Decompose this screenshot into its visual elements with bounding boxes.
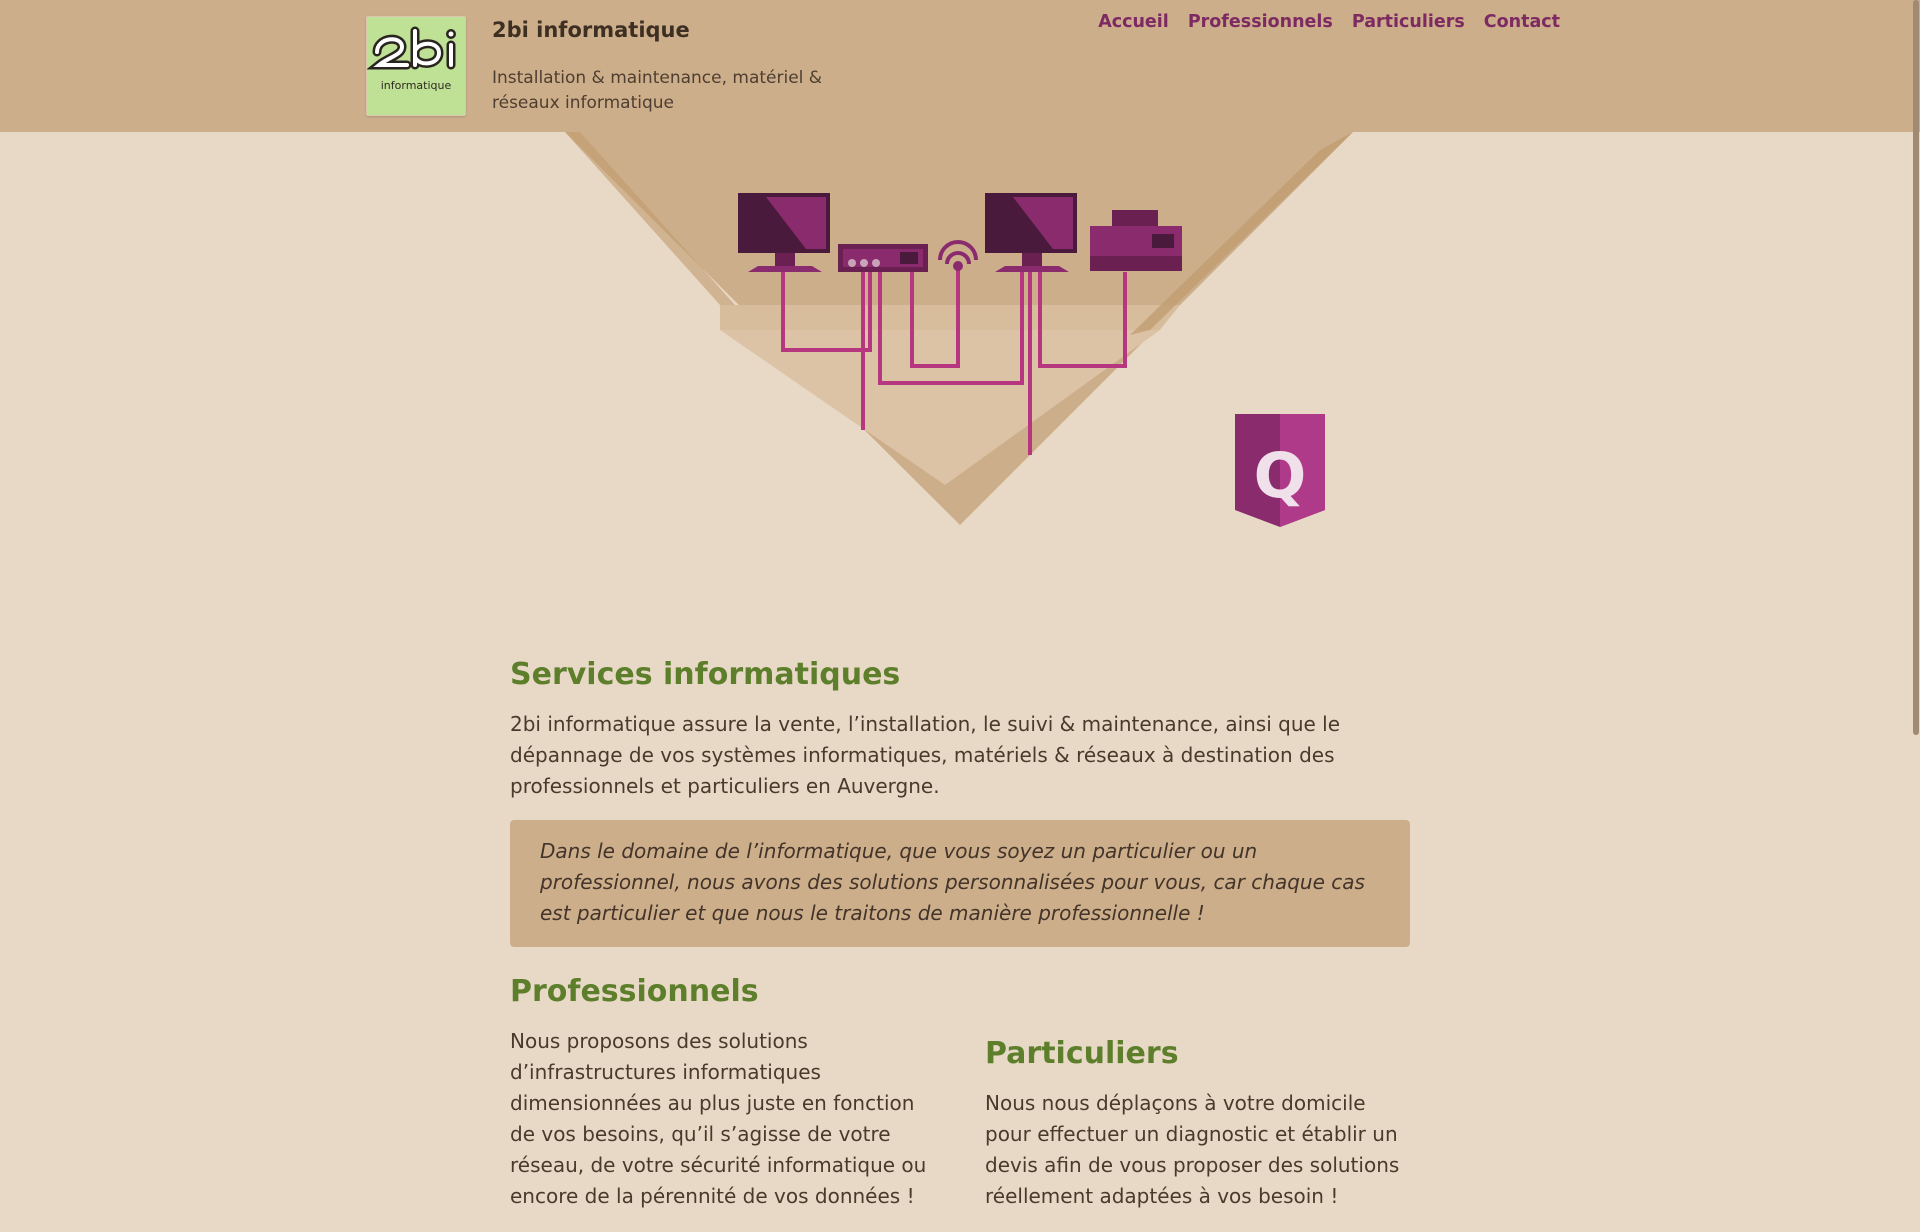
main-nav — [1098, 12, 1560, 32]
hero-funnel-band — [720, 305, 1180, 330]
nav-professionnels[interactable]: Professionnels — [1187, 12, 1333, 32]
hero-funnel-inner — [720, 330, 1160, 485]
page-scrollbar[interactable] — [1911, 0, 1920, 1200]
site-tagline: Installation & maintenance, matériel & réseaux informatique — [492, 68, 823, 113]
pro-text: Nous proposons des solutions d’infrastructures informatiques dimensionnées au plus juste en fonction de vos besoins, qu’il s’agisse de votre réseau, de votre sécurité informatique ou encore de la pérennité de vos données ! — [510, 1029, 927, 1208]
q-badge-icon — [1235, 414, 1325, 527]
nav-contact[interactable]: Contact — [1483, 12, 1560, 32]
logo-2bi-icon — [367, 17, 467, 77]
logo-caption: informatique — [380, 79, 452, 92]
intro-paragraph: 2bi informatique assure la vente, l’installation, le suivi & maintenance, ainsi que le dépannage de vos systèmes informatiques, matériels & réseaux à destination des professionnels et particuliers en Auvergne. — [510, 712, 1341, 798]
pro-section — [510, 972, 935, 1232]
page-title: Services informatiques — [510, 657, 901, 692]
q-badge-letter: Q — [1253, 439, 1307, 512]
part-section — [985, 1034, 1410, 1232]
site-logo[interactable] — [366, 16, 466, 116]
scrollbar-thumb[interactable] — [1913, 0, 1919, 735]
site-title[interactable]: 2bi informatique — [492, 18, 690, 42]
hero-network-illustration — [0, 132, 1920, 632]
nav-particuliers[interactable]: Particuliers — [1351, 12, 1465, 32]
router-icon — [838, 244, 928, 272]
pro-title: Professionnels — [510, 974, 759, 1009]
main-content — [510, 655, 1410, 947]
site-header — [0, 0, 1920, 132]
highlight-quote: Dans le domaine de l’informatique, que vous soyez un particulier ou un professionnel, nous avons des solutions personnalisées pour vous, car chaque cas est particulier et que nous le traitons de manière professionnelle ! — [510, 820, 1410, 947]
part-title: Particuliers — [985, 1036, 1179, 1071]
part-text: Nous nous déplaçons à votre domicile pour effectuer un diagnostic et établir un devis afin de vous proposer des solutions réellement adaptées à vos besoin ! — [985, 1091, 1400, 1208]
hero-funnel-shadow — [870, 520, 965, 610]
nav-accueil[interactable]: Accueil — [1098, 12, 1169, 32]
